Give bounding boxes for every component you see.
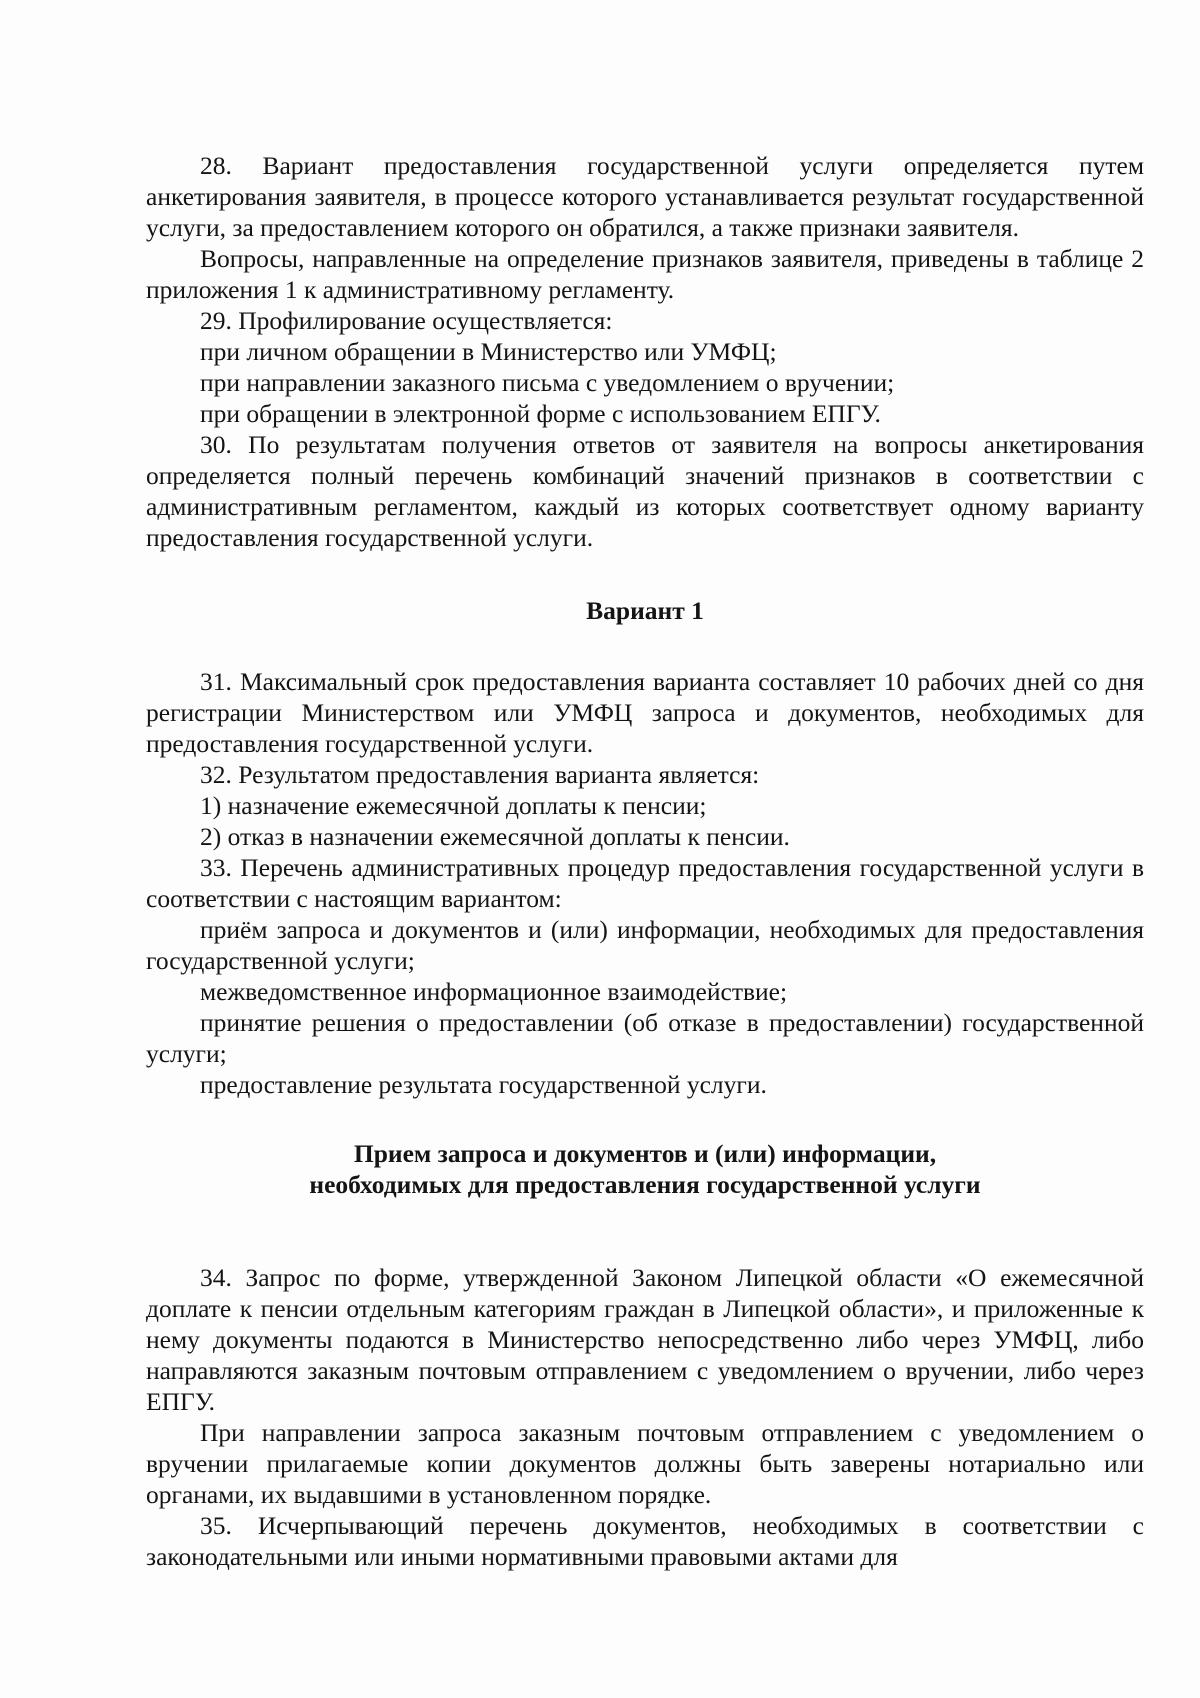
- paragraph-34: 34. Запрос по форме, утвержденной Законом Липецкой области «О ежемесячной доплате к пенсии отдельным категориям граждан в Липецкой области», и приложенные к нему документы подаются в Министерство непосредственно либо через УМФЦ, либо направляются заказным почтовым отправлением с уведомлением о вручении, либо через ЕПГУ.: [146, 1263, 1144, 1416]
- document-body: [146, 150, 1144, 1572]
- paragraph-29: 29. Профилирование осуществляется:: [200, 306, 613, 335]
- section-heading-line-2: необходимых для предоставления государственной услуги: [309, 1170, 981, 1199]
- paragraph-33: 33. Перечень административных процедур предоставления государственной услуги в соответствии с настоящим вариантом:: [146, 853, 1144, 913]
- list-item-profiling-mail: при направлении заказного письма с уведомлением о вручении;: [200, 368, 895, 397]
- list-item-result-2: 2) отказ в назначении ежемесячной доплаты к пенсии.: [200, 822, 790, 851]
- section-heading: [146, 1138, 1144, 1200]
- section-heading-line-1: Прием запроса и документов и (или) информации,: [353, 1139, 937, 1168]
- paragraph-28-questions: Вопросы, направленные на определение признаков заявителя, приведены в таблице 2 приложения 1 к административному регламенту.: [146, 244, 1144, 304]
- paragraph-32: 32. Результатом предоставления варианта является:: [200, 760, 760, 789]
- list-item-result-1: 1) назначение ежемесячной доплаты к пенсии;: [200, 791, 707, 820]
- list-item-procedure-interaction: межведомственное информационное взаимодействие;: [200, 977, 788, 1006]
- list-item-procedure-decision: принятие решения о предоставлении (об отказе в предоставлении) государственной услуги;: [146, 1008, 1144, 1068]
- list-item-profiling-personal: при личном обращении в Министерство или УМФЦ;: [200, 337, 777, 366]
- list-item-procedure-result: предоставление результата государственной услуги.: [200, 1070, 767, 1099]
- paragraph-30: 30. По результатам получения ответов от заявителя на вопросы анкетирования определяется полный перечень комбинаций значений признаков в соответствии с административным регламентом, каждый из которых соответствует одному варианту предоставления государственной услуги.: [146, 430, 1144, 552]
- list-item-profiling-epgu: при обращении в электронной форме с использованием ЕПГУ.: [200, 399, 881, 428]
- paragraph-28: 28. Вариант предоставления государственной услуги определяется путем анкетирования заявителя, в процессе которого устанавливается результат государственной услуги, за предоставлением которого он обратился, а также признаки заявителя.: [146, 151, 1144, 242]
- variant-heading: Вариант 1: [586, 596, 704, 625]
- paragraph-31: 31. Максимальный срок предоставления варианта составляет 10 рабочих дней со дня регистрации Министерством или УМФЦ запроса и документов, необходимых для предоставления государственной услуги.: [146, 667, 1144, 758]
- list-item-procedure-reception: приём запроса и документов и (или) информации, необходимых для предоставления государственной услуги;: [146, 915, 1144, 975]
- paragraph-35: 35. Исчерпывающий перечень документов, необходимых в соответствии с законодательными или иными нормативными правовыми актами для: [146, 1511, 1144, 1571]
- paragraph-34-mail: При направлении запроса заказным почтовым отправлением с уведомлением о вручении прилагаемые копии документов должны быть заверены нотариально или органами, их выдавшими в установленном порядке.: [146, 1418, 1144, 1509]
